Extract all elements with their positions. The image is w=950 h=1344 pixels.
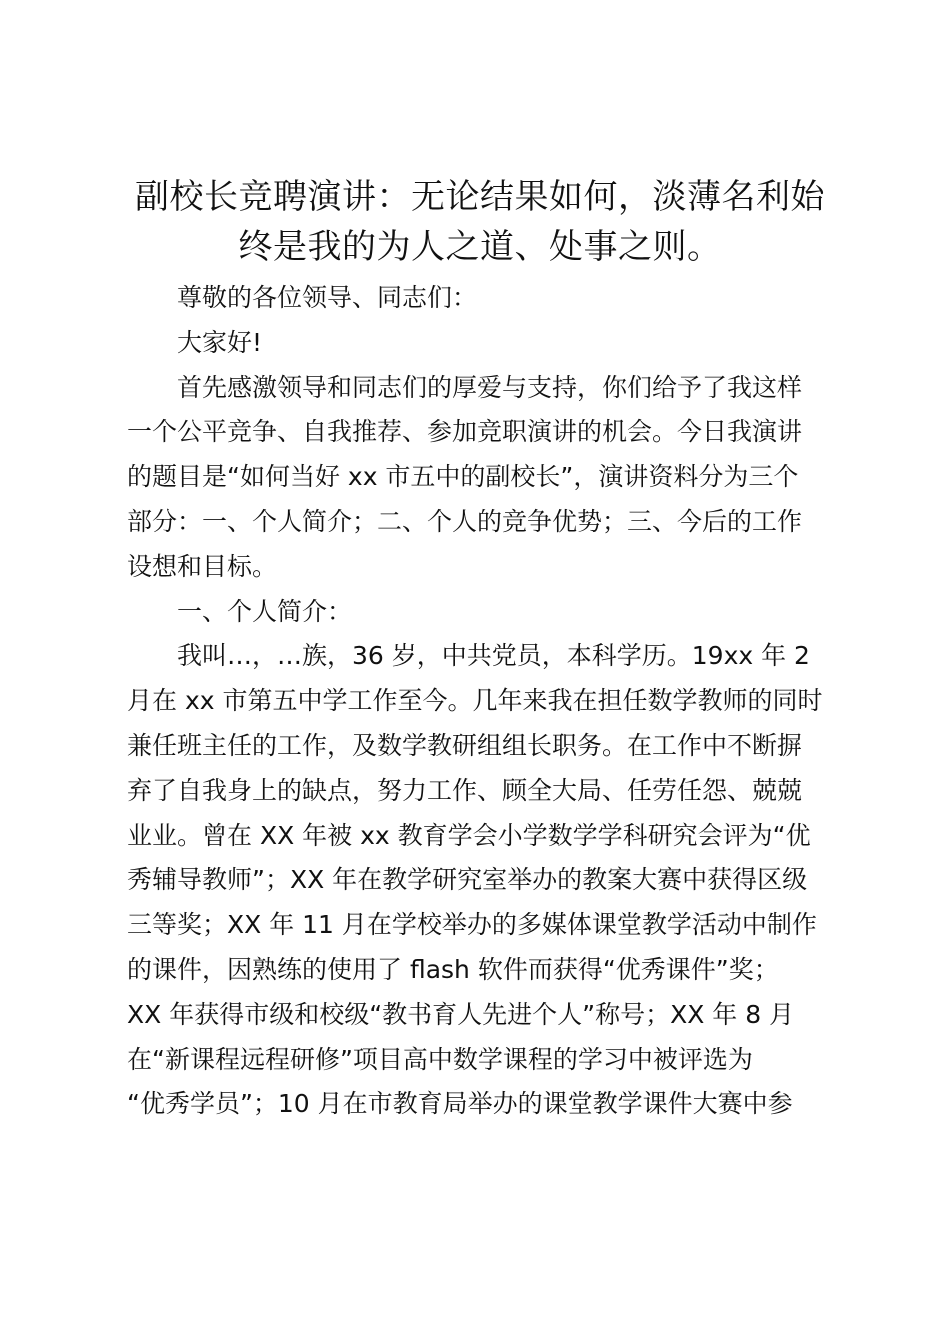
paragraph-line: 设想和目标。 — [127, 551, 278, 581]
section-heading-paragraph — [127, 590, 833, 635]
paragraph-line: XX 年获得市级和校级“教书育人先进个人”称号；XX 年 8 月 — [127, 999, 795, 1029]
paragraph-line: 部分：一、个人简介；二、个人的竞争优势；三、今后的工作 — [127, 506, 803, 536]
intro-paragraph — [127, 366, 833, 590]
paragraph-line: 三等奖；XX 年 11 月在学校举办的多媒体课堂教学活动中制作 — [127, 910, 817, 940]
document-body — [127, 276, 833, 1127]
paragraph-line: 我叫…，…族，36 岁，中共党员，本科学历。19xx 年 2 — [177, 641, 810, 671]
paragraph-line: 首先感激领导和同志们的厚爱与支持，你们给予了我这样 — [177, 372, 803, 402]
salutation-paragraph — [127, 276, 833, 321]
document-title — [110, 172, 850, 272]
greeting: 大家好! — [177, 327, 263, 357]
paragraph-line: 业业。曾在 XX 年被 xx 教育学会小学数学学科研究会评为“优 — [127, 820, 811, 850]
paragraph-line: 月在 xx 市第五中学工作至今。几年来我在担任数学教师的同时 — [127, 686, 823, 716]
paragraph-line: 的课件，因熟练的使用了 flash 软件而获得“优秀课件”奖； — [127, 954, 779, 984]
paragraph-line: 弃了自我身上的缺点，努力工作、顾全大局、任劳任怨、兢兢 — [127, 775, 803, 805]
paragraph-line: 秀辅导教师”；XX 年在教学研究室举办的教案大赛中获得区级 — [127, 865, 808, 895]
paragraph-line: 的题目是“如何当好 xx 市五中的副校长”，演讲资料分为三个 — [127, 462, 799, 492]
title-line: 副校长竞聘演讲：无论结果如何，淡薄名利始 — [135, 177, 825, 217]
bio-paragraph — [127, 634, 833, 1127]
paragraph-line: 兼任班主任的工作，及数学教研组组长职务。在工作中不断摒 — [127, 730, 803, 760]
paragraph-line: 在“新课程远程研修”项目高中数学课程的学习中被评选为 — [127, 1044, 753, 1074]
section-heading: 一、个人简介： — [177, 596, 353, 626]
greeting-paragraph — [127, 321, 833, 366]
title-line: 终是我的为人之道、处事之则。 — [238, 227, 722, 267]
paragraph-line: 一个公平竞争、自我推荐、参加竞职演讲的机会。今日我演讲 — [127, 417, 803, 447]
paragraph-line: “优秀学员”；10 月在市教育局举办的课堂教学课件大赛中参 — [127, 1089, 793, 1119]
salutation: 尊敬的各位领导、同志们： — [177, 283, 478, 312]
